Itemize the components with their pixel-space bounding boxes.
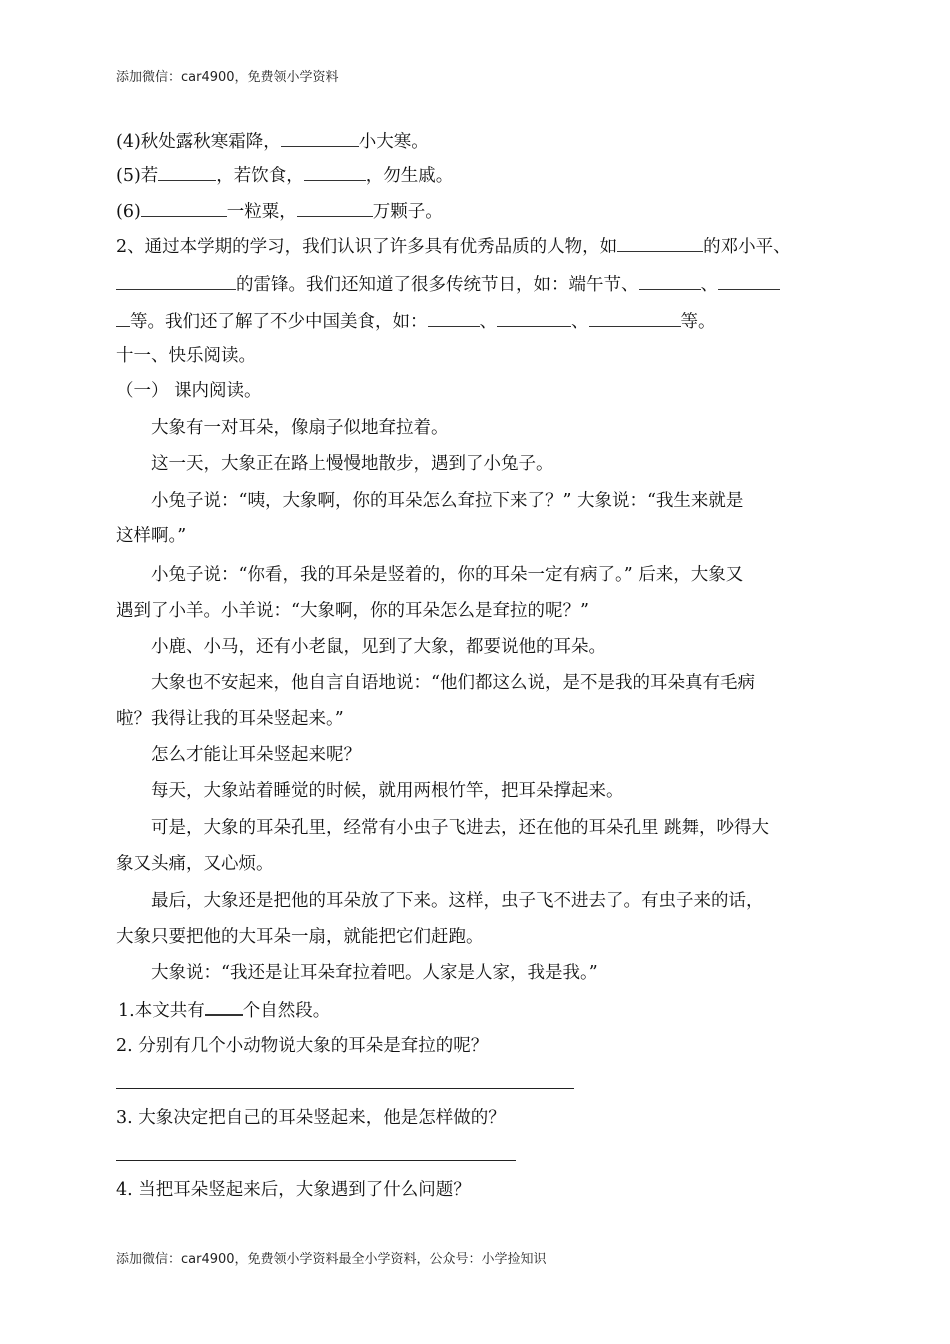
section-subtitle: （一） 课内阅读。	[116, 381, 262, 401]
blank[interactable]	[639, 273, 701, 290]
answer-line[interactable]	[116, 1088, 574, 1089]
blank[interactable]	[297, 200, 373, 217]
answer-line[interactable]	[116, 1160, 516, 1161]
story-line: 大象只要把他的大耳朵一扇，就能把它们赶跑。	[116, 927, 484, 947]
blank[interactable]	[589, 310, 681, 327]
section-title: 十一、快乐阅读。	[116, 346, 256, 366]
story-line: 小兔子说：“你看，我的耳朵是竖着的，你的耳朵一定有病了。” 后来，大象又	[151, 565, 744, 585]
reading-question-2: 2. 分别有几个小动物说大象的耳朵是耷拉的呢？	[116, 1036, 489, 1056]
reading-question-1: 1.本文共有 个自然段。	[118, 998, 330, 1022]
story-line: 大象说：“我还是让耳朵耷拉着吧。人家是人家，我是我。”	[151, 963, 598, 983]
blank[interactable]	[205, 998, 243, 1016]
blank[interactable]	[304, 164, 366, 181]
page-header: 添加微信：car4900，免费领小学资料	[116, 70, 339, 85]
reading-question-3: 3. 大象决定把自己的耳朵竖起来，他是怎样做的？	[116, 1108, 506, 1128]
story-line: 小兔子说：“咦，大象啊，你的耳朵怎么耷拉下来了？” 大象说：“我生来就是	[151, 491, 744, 511]
blank[interactable]	[428, 310, 480, 327]
blank[interactable]	[158, 164, 216, 181]
story-line: 这样啊。”	[116, 526, 187, 546]
question-2-line-2: 的雷锋。我们还知道了很多传统节日，如：端午节、 、	[116, 273, 780, 296]
blank[interactable]	[617, 235, 703, 252]
blank[interactable]	[497, 310, 571, 327]
blank[interactable]	[116, 273, 236, 290]
story-line: 啦？我得让我的耳朵竖起来。”	[116, 709, 344, 729]
story-line: 小鹿、小马，还有小老鼠，见到了大象，都要说他的耳朵。	[151, 637, 606, 657]
story-line: 怎么才能让耳朵竖起来呢？	[151, 745, 361, 765]
blank[interactable]	[718, 273, 780, 290]
story-line: 这一天，大象正在路上慢慢地散步，遇到了小兔子。	[151, 454, 554, 474]
blank[interactable]	[281, 130, 359, 147]
page-footer: 添加微信：car4900，免费领小学资料最全小学资料，公众号：小学捡知识	[116, 1252, 547, 1267]
story-line: 大象也不安起来，他自言自语地说：“他们都这么说，是不是我的耳朵真有毛病	[151, 673, 755, 693]
story-line: 象又头痛，又心烦。	[116, 854, 274, 874]
story-line: 最后，大象还是把他的耳朵放了下来。这样，虫子飞不进去了。有虫子来的话，	[151, 891, 764, 911]
question-2-line-3: 等。我们还了解了不少中国美食，如： 、 、 等。	[116, 310, 716, 333]
fill-item-4: (4)秋处露秋寒霜降， 小大寒。	[116, 132, 429, 152]
story-line: 每天，大象站着睡觉的时候，就用两根竹竿，把耳朵撑起来。	[151, 781, 624, 801]
blank[interactable]	[116, 310, 130, 327]
fill-item-5: (5)若 ，若饮食， ，勿生戚。	[116, 166, 454, 186]
story-line: 大象有一对耳朵，像扇子似地耷拉着。	[151, 418, 449, 438]
story-line: 可是，大象的耳朵孔里，经常有小虫子飞进去，还在他的耳朵孔里 跳舞，吵得大	[151, 818, 770, 838]
blank[interactable]	[141, 200, 227, 217]
question-2-line-1: 2、通过本学期的学习，我们认识了许多具有优秀品质的人物，如 的邓小平、	[116, 237, 791, 257]
story-line: 遇到了小羊。小羊说：“大象啊，你的耳朵怎么是耷拉的呢？”	[116, 601, 589, 621]
fill-item-6: (6) 一粒粟， 万颗子。	[116, 202, 443, 222]
reading-question-4: 4. 当把耳朵竖起来后，大象遇到了什么问题？	[116, 1180, 471, 1200]
